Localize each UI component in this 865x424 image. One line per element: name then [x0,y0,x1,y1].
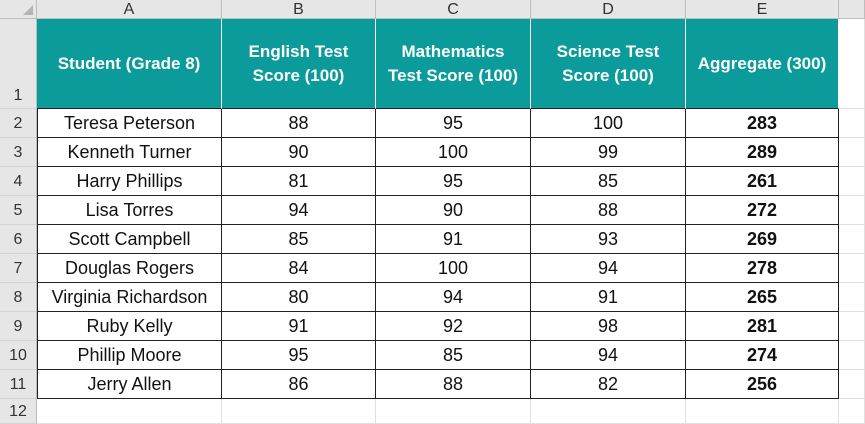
aggregate-cell[interactable]: 261 [686,167,839,196]
empty-cell[interactable] [839,167,865,196]
score-cell[interactable]: 94 [531,254,686,283]
score-cell[interactable]: 91 [531,283,686,312]
score-cell[interactable]: 80 [222,283,376,312]
empty-cell[interactable] [839,109,865,138]
score-cell[interactable]: 94 [222,196,376,225]
score-cell[interactable]: 88 [376,370,531,399]
row-header-1[interactable]: 1 [0,19,37,109]
score-cell[interactable]: 85 [376,341,531,370]
score-cell[interactable]: 88 [531,196,686,225]
empty-cell[interactable] [376,399,531,424]
empty-cell[interactable] [839,225,865,254]
empty-cell[interactable] [686,399,839,424]
row-header-4[interactable]: 4 [0,167,37,196]
aggregate-cell[interactable]: 256 [686,370,839,399]
student-name-cell[interactable]: Scott Campbell [37,225,222,254]
row-header-9[interactable]: 9 [0,312,37,341]
score-cell[interactable]: 90 [376,196,531,225]
aggregate-cell[interactable]: 272 [686,196,839,225]
row-header-3[interactable]: 3 [0,138,37,167]
table-header-cell[interactable]: English Test Score (100) [222,19,376,109]
column-header-d[interactable]: D [531,0,686,19]
column-header-filler [839,0,865,19]
score-cell[interactable]: 86 [222,370,376,399]
row-header-6[interactable]: 6 [0,225,37,254]
score-cell[interactable]: 90 [222,138,376,167]
empty-cell[interactable] [839,283,865,312]
student-name-cell[interactable]: Kenneth Turner [37,138,222,167]
select-all-corner[interactable] [0,0,37,19]
score-cell[interactable]: 92 [376,312,531,341]
score-cell[interactable]: 82 [531,370,686,399]
row-header-11[interactable]: 11 [0,370,37,399]
empty-cell[interactable] [839,19,865,109]
column-header-c[interactable]: C [376,0,531,19]
score-cell[interactable]: 100 [376,138,531,167]
score-cell[interactable]: 100 [376,254,531,283]
row-header-7[interactable]: 7 [0,254,37,283]
student-name-cell[interactable]: Harry Phillips [37,167,222,196]
score-cell[interactable]: 85 [531,167,686,196]
score-cell[interactable]: 95 [376,109,531,138]
score-cell[interactable]: 91 [222,312,376,341]
aggregate-cell[interactable]: 283 [686,109,839,138]
aggregate-cell[interactable]: 274 [686,341,839,370]
student-name-cell[interactable]: Teresa Peterson [37,109,222,138]
row-header-8[interactable]: 8 [0,283,37,312]
empty-cell[interactable] [839,196,865,225]
row-header-2[interactable]: 2 [0,109,37,138]
score-cell[interactable]: 99 [531,138,686,167]
aggregate-cell[interactable]: 265 [686,283,839,312]
student-name-cell[interactable]: Ruby Kelly [37,312,222,341]
empty-cell[interactable] [222,399,376,424]
table-header-cell[interactable]: Mathematics Test Score (100) [376,19,531,109]
select-all-triangle-icon [23,5,33,15]
aggregate-cell[interactable]: 281 [686,312,839,341]
score-cell[interactable]: 98 [531,312,686,341]
empty-cell[interactable] [839,312,865,341]
empty-cell[interactable] [531,399,686,424]
student-name-cell[interactable]: Douglas Rogers [37,254,222,283]
row-header-10[interactable]: 10 [0,341,37,370]
row-header-12[interactable]: 12 [0,399,37,424]
empty-cell[interactable] [37,399,222,424]
table-header-cell[interactable]: Student (Grade 8) [37,19,222,109]
score-cell[interactable]: 88 [222,109,376,138]
score-cell[interactable]: 100 [531,109,686,138]
score-cell[interactable]: 94 [531,341,686,370]
table-header-cell[interactable]: Science Test Score (100) [531,19,686,109]
empty-cell[interactable] [839,138,865,167]
column-header-a[interactable]: A [37,0,222,19]
empty-cell[interactable] [839,370,865,399]
empty-cell[interactable] [839,254,865,283]
score-cell[interactable]: 93 [531,225,686,254]
aggregate-cell[interactable]: 278 [686,254,839,283]
score-cell[interactable]: 95 [222,341,376,370]
student-name-cell[interactable]: Lisa Torres [37,196,222,225]
column-header-e[interactable]: E [686,0,839,19]
student-name-cell[interactable]: Phillip Moore [37,341,222,370]
aggregate-cell[interactable]: 269 [686,225,839,254]
score-cell[interactable]: 95 [376,167,531,196]
student-name-cell[interactable]: Jerry Allen [37,370,222,399]
score-cell[interactable]: 81 [222,167,376,196]
score-cell[interactable]: 94 [376,283,531,312]
column-header-b[interactable]: B [222,0,376,19]
student-name-cell[interactable]: Virginia Richardson [37,283,222,312]
row-header-5[interactable]: 5 [0,196,37,225]
table-header-cell[interactable]: Aggregate (300) [686,19,839,109]
score-cell[interactable]: 84 [222,254,376,283]
empty-cell[interactable] [839,341,865,370]
aggregate-cell[interactable]: 289 [686,138,839,167]
score-cell[interactable]: 85 [222,225,376,254]
score-cell[interactable]: 91 [376,225,531,254]
empty-cell[interactable] [839,399,865,424]
